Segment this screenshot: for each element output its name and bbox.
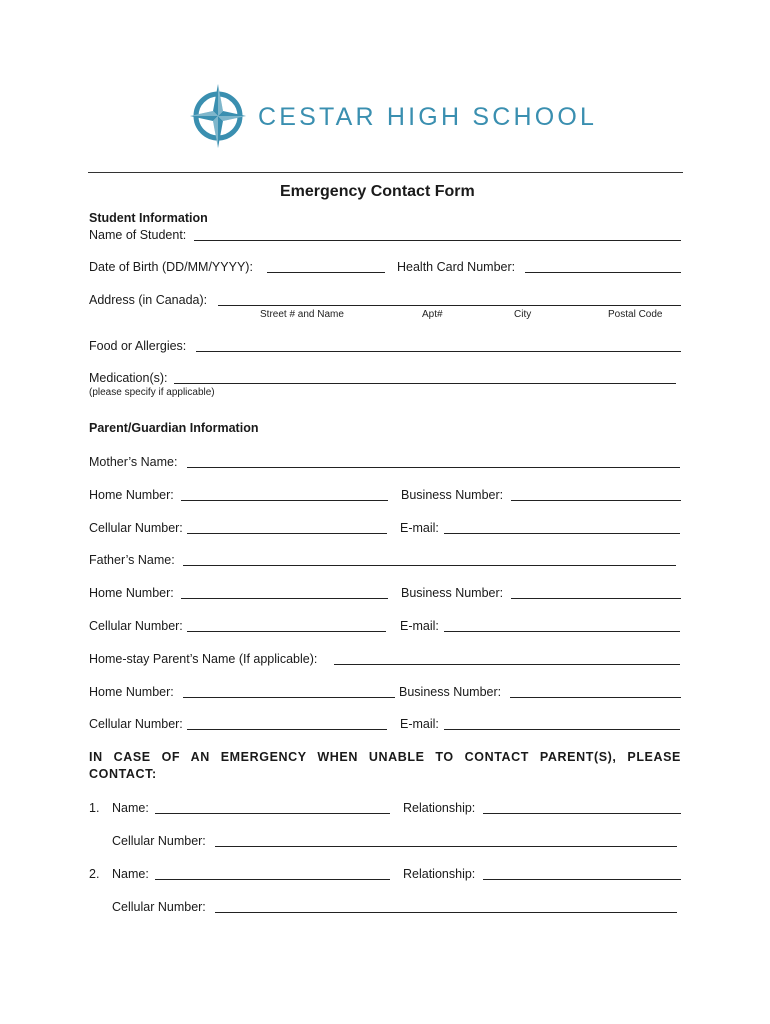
- contact-2-relationship-label: Relationship:: [403, 867, 476, 881]
- mother-name-label: Mother’s Name:: [89, 455, 178, 469]
- contact-2-cellular-field[interactable]: [215, 912, 677, 913]
- dob-field[interactable]: [267, 272, 385, 273]
- contact-2-cellular-label: Cellular Number:: [112, 900, 206, 914]
- father-cellular-field[interactable]: [187, 631, 386, 632]
- contact-1-cellular-label: Cellular Number:: [112, 834, 206, 848]
- father-email-field[interactable]: [444, 631, 680, 632]
- compass-star-logo-icon: [188, 82, 248, 150]
- address-sub-street: Street # and Name: [260, 309, 344, 320]
- form-title: Emergency Contact Form: [280, 183, 475, 200]
- homestay-cellular-field[interactable]: [187, 729, 387, 730]
- mother-name-field[interactable]: [187, 467, 680, 468]
- mother-cellular-label: Cellular Number:: [89, 521, 183, 535]
- header-divider: [88, 172, 683, 173]
- address-field[interactable]: [218, 305, 681, 306]
- contact-1-number: 1.: [89, 801, 100, 815]
- address-sub-city: City: [514, 309, 532, 320]
- school-name: CESTAR HIGH SCHOOL: [258, 103, 598, 131]
- homestay-name-label: Home-stay Parent’s Name (If applicable):: [89, 652, 318, 666]
- father-name-label: Father’s Name:: [89, 553, 175, 567]
- parent-section-heading: Parent/Guardian Information: [89, 421, 259, 435]
- contact-1-name-label: Name:: [112, 801, 149, 815]
- mother-business-number-field[interactable]: [511, 500, 681, 501]
- mother-cellular-field[interactable]: [187, 533, 387, 534]
- father-business-number-label: Business Number:: [401, 586, 504, 600]
- allergies-field[interactable]: [196, 351, 681, 352]
- contact-1-name-field[interactable]: [155, 813, 390, 814]
- emergency-heading: IN CASE OF AN EMERGENCY WHEN UNABLE TO CONTACT PARENT(S), PLEASE CONTACT:: [89, 750, 681, 781]
- contact-1-relationship-field[interactable]: [483, 813, 681, 814]
- student-section-heading: Student Information: [89, 211, 208, 225]
- homestay-home-number-field[interactable]: [183, 697, 395, 698]
- mother-home-number-field[interactable]: [181, 500, 388, 501]
- student-name-field[interactable]: [194, 240, 681, 241]
- mother-business-number-label: Business Number:: [401, 488, 504, 502]
- allergies-label: Food or Allergies:: [89, 339, 187, 353]
- contact-1-cellular-field[interactable]: [215, 846, 677, 847]
- father-business-number-field[interactable]: [511, 598, 681, 599]
- father-home-number-label: Home Number:: [89, 586, 174, 600]
- homestay-email-field[interactable]: [444, 729, 680, 730]
- address-sub-postal: Postal Code: [608, 309, 663, 320]
- contact-1-relationship-label: Relationship:: [403, 801, 476, 815]
- father-email-label: E-mail:: [400, 619, 439, 633]
- contact-2-number: 2.: [89, 867, 100, 881]
- father-cellular-label: Cellular Number:: [89, 619, 183, 633]
- school-logo: [188, 82, 248, 150]
- contact-2-name-label: Name:: [112, 867, 149, 881]
- student-name-label: Name of Student:: [89, 228, 187, 242]
- mother-email-field[interactable]: [444, 533, 680, 534]
- mother-email-label: E-mail:: [400, 521, 439, 535]
- homestay-cellular-label: Cellular Number:: [89, 717, 183, 731]
- medication-note: (please specify if applicable): [89, 387, 215, 398]
- homestay-name-field[interactable]: [334, 664, 680, 665]
- dob-label: Date of Birth (DD/MM/YYYY):: [89, 260, 253, 274]
- homestay-home-number-label: Home Number:: [89, 685, 174, 699]
- health-card-label: Health Card Number:: [397, 260, 516, 274]
- father-home-number-field[interactable]: [181, 598, 388, 599]
- address-label: Address (in Canada):: [89, 293, 208, 307]
- homestay-business-number-label: Business Number:: [399, 685, 502, 699]
- medication-label: Medication(s):: [89, 371, 168, 385]
- homestay-business-number-field[interactable]: [510, 697, 681, 698]
- address-sub-apt: Apt#: [422, 309, 443, 320]
- homestay-email-label: E-mail:: [400, 717, 439, 731]
- health-card-field[interactable]: [525, 272, 681, 273]
- mother-home-number-label: Home Number:: [89, 488, 174, 502]
- father-name-field[interactable]: [183, 565, 676, 566]
- contact-2-name-field[interactable]: [155, 879, 390, 880]
- contact-2-relationship-field[interactable]: [483, 879, 681, 880]
- medication-field[interactable]: [174, 383, 676, 384]
